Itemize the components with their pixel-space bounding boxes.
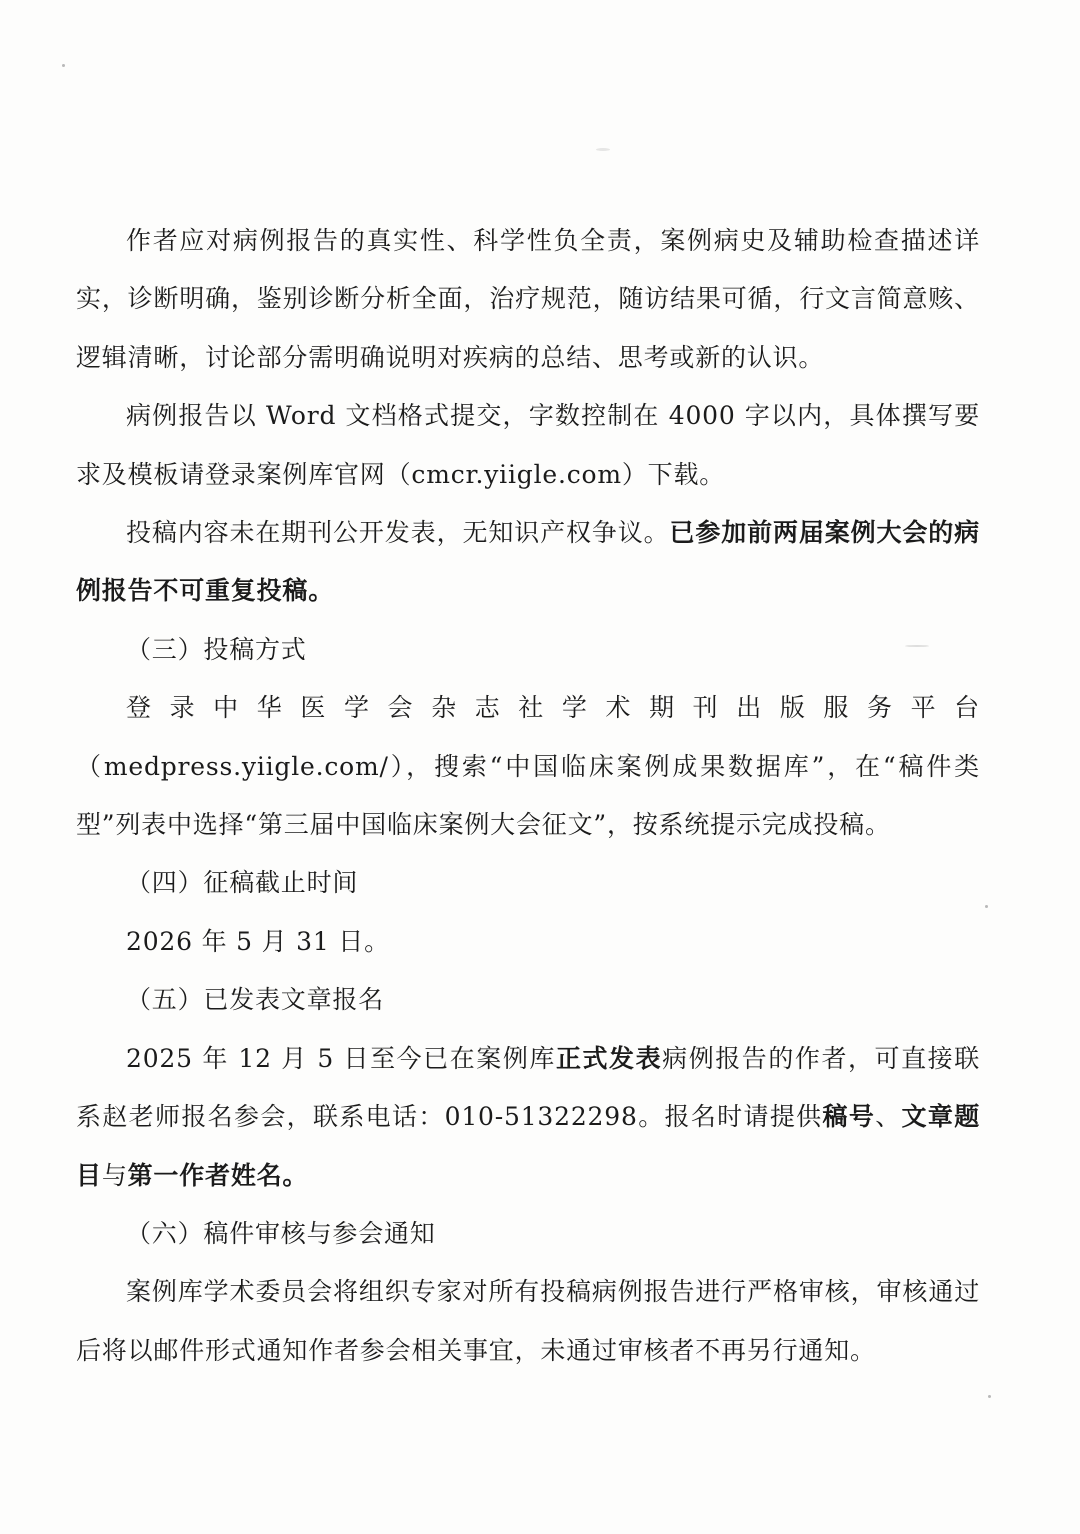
paragraph-review-notice: 案例库学术委员会将组织专家对所有投稿病例报告进行严格审核，审核通过后将以邮件形式通知作者参会相关事宜，未通过审核者不再另行通知。 bbox=[76, 1277, 980, 1365]
registration-text-3: 、 bbox=[875, 1102, 902, 1132]
section-heading-review-notice: （六）稿件审核与参会通知 bbox=[126, 1218, 436, 1248]
registration-text-4: 与 bbox=[101, 1160, 128, 1190]
paragraph-submission-method: 登录中华医学会杂志社学术期刊出版服务平台（medpress.yiigle.com/），搜索“中国临床案例成果数据库”，在“稿件类型”列表中选择“第三届中国临床案例大会征文”，按系统提示完成投稿。 bbox=[76, 693, 980, 840]
formal-publication-emphasis: 正式发表 bbox=[555, 1043, 663, 1073]
paragraph-format-requirement: 病例报告以 Word 文档格式提交，字数控制在 4000 字以内，具体撰写要求及模板请登录案例库官网（cmcr.yiigle.com）下载。 bbox=[76, 401, 980, 489]
originality-text: 投稿内容未在期刊公开发表，无知识产权争议。 bbox=[126, 518, 670, 548]
section-heading-submission-method: （三）投稿方式 bbox=[126, 634, 307, 664]
deadline-date: 2026 年 5 月 31 日。 bbox=[126, 926, 390, 956]
registration-text-1: 2025 年 12 月 5 日至今已在案例库 bbox=[126, 1043, 556, 1073]
document-body bbox=[76, 212, 980, 1380]
manuscript-number-emphasis: 稿号 bbox=[822, 1102, 876, 1132]
scan-speck bbox=[62, 64, 65, 67]
no-duplicate-notice: 已参加前两届案例大会的病例报告不可重复投稿。 bbox=[76, 518, 980, 606]
paragraph-author-responsibility: 作者应对病例报告的真实性、科学性负全责，案例病史及辅助检查描述详实，诊断明确，鉴别诊断分析全面，治疗规范，随访结果可循，行文言简意赅、逻辑清晰，讨论部分需明确说明对疾病的总结、思考或新的认识。 bbox=[76, 226, 980, 372]
registration-text-2: 病例报告的作者，可直接联系赵老师报名参会，联系电话：010-51322298。报名时请提供 bbox=[76, 1043, 980, 1132]
scan-speck bbox=[988, 1395, 991, 1398]
article-title-emphasis: 文章题目 bbox=[76, 1102, 980, 1190]
paragraph-published-registration bbox=[76, 1030, 980, 1205]
section-heading-deadline: （四）征稿截止时间 bbox=[126, 868, 359, 898]
scan-speck bbox=[596, 148, 610, 151]
scan-speck bbox=[985, 905, 988, 908]
first-author-emphasis: 第一作者姓名。 bbox=[127, 1160, 309, 1190]
paragraph-originality bbox=[76, 504, 980, 621]
section-heading-published-registration: （五）已发表文章报名 bbox=[126, 985, 385, 1015]
